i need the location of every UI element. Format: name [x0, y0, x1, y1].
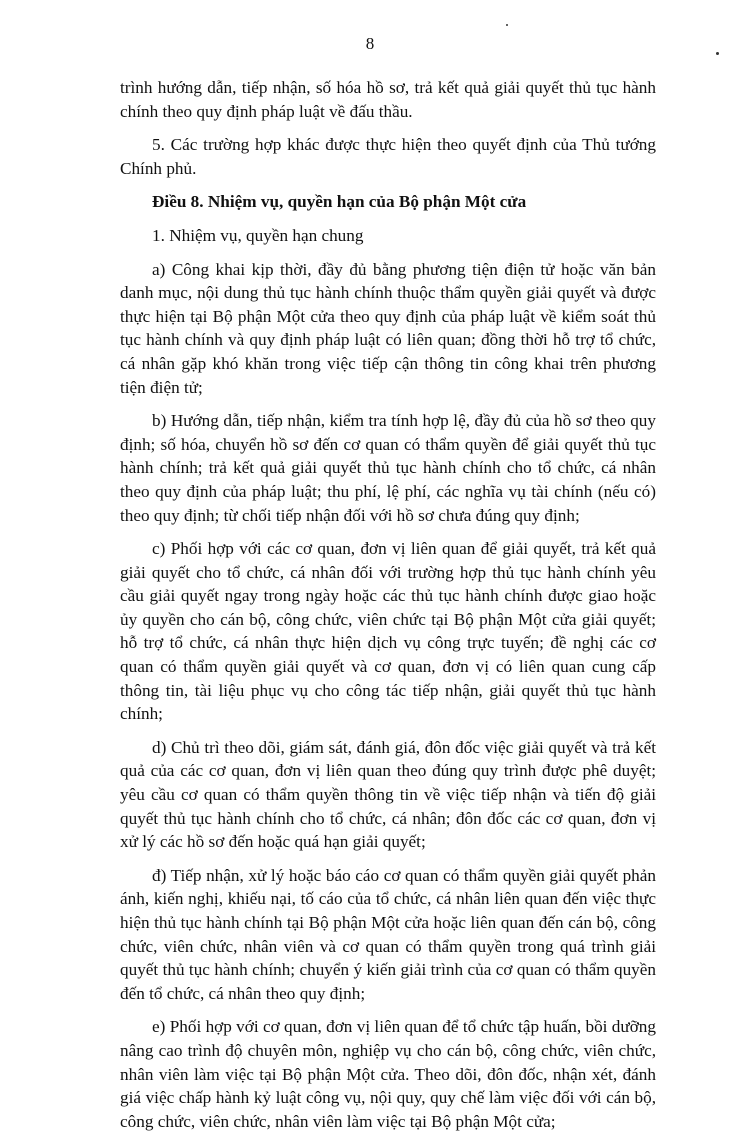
scan-speck	[506, 24, 508, 26]
article-heading: Điều 8. Nhiệm vụ, quyền hạn của Bộ phận Một cửa	[152, 192, 527, 212]
paragraph-item-5: 5. Các trường hợp khác được thực hiện theo quyết định của Thủ tướng Chính phủ.	[120, 135, 656, 178]
paragraph-b: b) Hướng dẫn, tiếp nhận, kiểm tra tính hợp lệ, đầy đủ của hồ sơ theo quy định; số hóa, chuyển hồ sơ đến cơ quan có thẩm quyền để giải quyết thủ tục hành chính; trả kết quả giải quyết thủ tục hành chính cho tổ chức, cá nhân theo quy định của pháp luật; thu phí, lệ phí, các nghĩa vụ tài chính (nếu có) theo quy định; từ chối tiếp nhận đối với hồ sơ chưa đúng quy định;	[120, 411, 656, 525]
document-body	[120, 76, 656, 1143]
paragraph-c: c) Phối hợp với các cơ quan, đơn vị liên quan để giải quyết, trả kết quả giải quyết cho tổ chức, cá nhân đối với trường hợp thủ tục hành chính yêu cầu giải quyết ngay trong ngày hoặc các thủ tục hành chính được giao hoặc ủy quyền cho cán bộ, công chức, viên chức tại Bộ phận Một cửa giải quyết; hỗ trợ tổ chức, cá nhân thực hiện dịch vụ công trực tuyến; đề nghị các cơ quan có thẩm quyền giải quyết và cơ quan, đơn vị có liên quan cung cấp thông tin, tài liệu phục vụ cho công tác tiếp nhận, giải quyết thủ tục hành chính;	[120, 539, 656, 724]
section-heading: 1. Nhiệm vụ, quyền hạn chung	[152, 225, 364, 245]
paragraph-dd: đ) Tiếp nhận, xử lý hoặc báo cáo cơ quan có thẩm quyền giải quyết phản ánh, kiến nghị, khiếu nại, tố cáo của tổ chức, cá nhân liên quan đến việc thực hiện thủ tục hành chính tại Bộ phận Một cửa hoặc liên quan đến cán bộ, công chức, viên chức, nhân viên và cơ quan có thẩm quyền trong quá trình giải quyết thủ tục hành chính; chuyển ý kiến giải trình của cơ quan có thẩm quyền đến tổ chức, cá nhân theo quy định;	[120, 865, 656, 1003]
scan-speck	[716, 52, 719, 55]
paragraph-a: a) Công khai kịp thời, đầy đủ bằng phương tiện điện tử hoặc văn bản danh mục, nội dung thủ tục hành chính thuộc thẩm quyền giải quyết và được thực hiện tại Bộ phận Một cửa theo quy định của pháp luật về kiểm soát thủ tục hành chính và quy định pháp luật có liên quan; đồng thời hỗ trợ tổ chức, cá nhân gặp khó khăn trong việc tiếp cận thông tin công khai trên phương tiện điện tử;	[120, 259, 656, 397]
page-number: 8	[365, 34, 375, 53]
paragraph-e: e) Phối hợp với cơ quan, đơn vị liên quan để tổ chức tập huấn, bồi dưỡng nâng cao trình độ chuyên môn, nghiệp vụ cho cán bộ, công chức, viên chức, nhân viên làm việc tại Bộ phận Một cửa. Theo dõi, đôn đốc, nhận xét, đánh giá việc chấp hành kỷ luật công vụ, nội quy, quy chế làm việc đối với cán bộ, công chức, viên chức, nhân viên làm việc tại Bộ phận Một cửa;	[120, 1017, 656, 1131]
paragraph-continuation: trình hướng dẫn, tiếp nhận, số hóa hồ sơ, trả kết quả giải quyết thủ tục hành chính theo quy định pháp luật về đấu thầu.	[120, 78, 656, 121]
paragraph-d: d) Chủ trì theo dõi, giám sát, đánh giá, đôn đốc việc giải quyết và trả kết quả của các cơ quan, đơn vị liên quan theo đúng quy trình được phê duyệt; yêu cầu cơ quan có thẩm quyền thông tin về việc tiếp nhận và tiến độ giải quyết thủ tục hành chính cho tổ chức, cá nhân; đôn đốc các cơ quan, đơn vị xử lý các hồ sơ đến hoặc quá hạn giải quyết;	[120, 737, 656, 852]
